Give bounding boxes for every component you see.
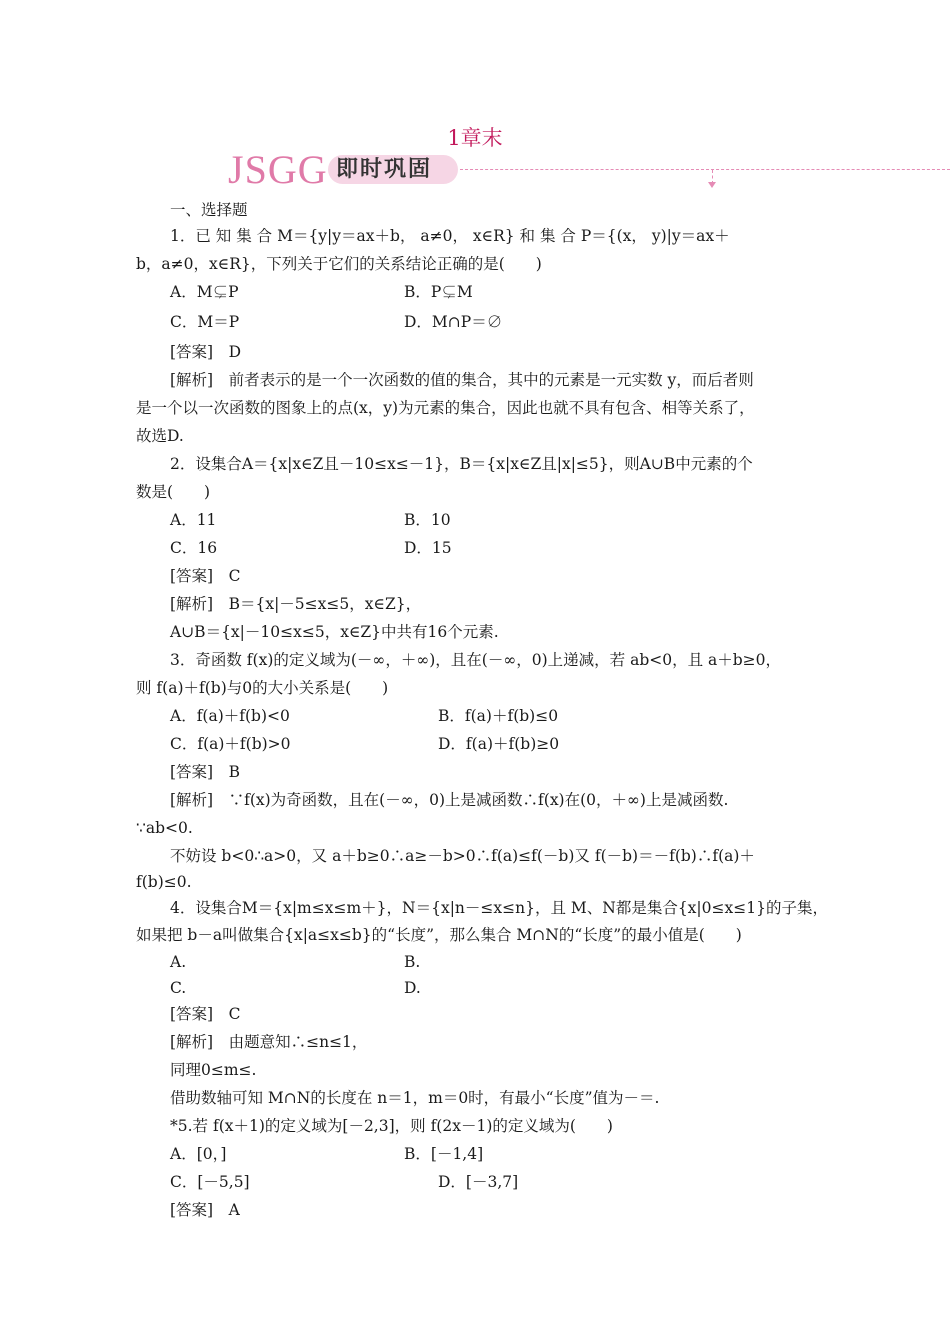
q4-answer: [答案] C bbox=[170, 1005, 241, 1023]
jsgg-logo: JSGG bbox=[228, 147, 328, 192]
q4-option-b: B. bbox=[404, 953, 421, 971]
section-heading: 一、选择题 bbox=[170, 201, 248, 219]
q1-option-a: A．M⊊P bbox=[170, 283, 239, 301]
q2-answer: [答案] C bbox=[170, 567, 241, 585]
q3-analysis-line2: ∵ab<0. bbox=[136, 819, 193, 837]
q3-option-d: D．f(a)＋f(b)≥0 bbox=[438, 735, 560, 753]
arrow-down-icon bbox=[708, 182, 716, 188]
q1-option-b: B．P⊊M bbox=[404, 283, 473, 301]
q4-option-d: D. bbox=[404, 979, 421, 997]
q5-stem: *5.若 f(x＋1)的定义域为[－2,3]，则 f(2x－1)的定义域为( ) bbox=[170, 1117, 613, 1135]
q3-option-a: A．f(a)＋f(b)<0 bbox=[170, 707, 290, 725]
q5-option-d: D．[－3,7] bbox=[438, 1173, 519, 1191]
q3-analysis-line1: [解析] ∵f(x)为奇函数，且在(－∞，0)上是减函数∴f(x)在(0，＋∞)上是减函数. bbox=[170, 791, 729, 809]
q3-option-b: B．f(a)＋f(b)≤0 bbox=[438, 707, 559, 725]
dashed-divider bbox=[460, 169, 950, 170]
q1-option-c: C．M＝P bbox=[170, 313, 240, 331]
q4-analysis-line3: 借助数轴可知 M∩N的长度在 n＝1，m＝0时，有最小“长度”值为－＝. bbox=[170, 1089, 660, 1107]
q2-analysis-line1: [解析] B＝{x|－5≤x≤5，x∈Z}， bbox=[170, 595, 422, 613]
q4-analysis-line1: [解析] 由题意知∴≤n≤1， bbox=[170, 1033, 368, 1051]
q3-analysis-line4: f(b)≤0. bbox=[136, 873, 192, 891]
q1-answer: [答案] D bbox=[170, 343, 242, 361]
q5-option-c: C．[－5,5] bbox=[170, 1173, 250, 1191]
q2-option-a: A．11 bbox=[170, 511, 217, 529]
q4-option-c: C. bbox=[170, 979, 187, 997]
q3-option-c: C．f(a)＋f(b)>0 bbox=[170, 735, 291, 753]
banner-label: 即时巩固 bbox=[336, 157, 433, 182]
q1-stem-line2: b，a≠0，x∈R}，下列关于它们的关系结论正确的是( ) bbox=[136, 255, 542, 273]
q3-answer: [答案] B bbox=[170, 763, 240, 781]
q2-stem-line1: 2．设集合A＝{x|x∈Z且－10≤x≤－1}，B＝{x|x∈Z且|x|≤5}，则A∪B中元素的个 bbox=[170, 455, 753, 473]
q5-option-a: A．[0，] bbox=[170, 1145, 227, 1163]
q4-option-a: A. bbox=[170, 953, 187, 971]
banner-pill bbox=[328, 155, 458, 184]
q3-stem-line1: 3．奇函数 f(x)的定义域为(－∞，＋∞)，且在(－∞，0)上递减，若 ab<0，且 a＋b≥0， bbox=[170, 651, 782, 669]
q5-option-b: B．[－1,4] bbox=[404, 1145, 484, 1163]
section-banner bbox=[228, 147, 728, 192]
q2-option-b: B．10 bbox=[404, 511, 451, 529]
chapter-title: 1章末 bbox=[447, 126, 503, 150]
q1-analysis-line3: 故选D. bbox=[136, 427, 184, 445]
q4-analysis-line2: 同理0≤m≤. bbox=[170, 1061, 257, 1079]
q2-option-c: C．16 bbox=[170, 539, 218, 557]
q5-answer: [答案] A bbox=[170, 1201, 240, 1219]
q3-analysis-line3: 不妨设 b<0∴a>0，又 a＋b≥0∴a≥－b>0∴f(a)≤f(－b)又 f(－b)＝－f(b)∴f(a)＋ bbox=[170, 847, 755, 865]
q2-option-d: D．15 bbox=[404, 539, 452, 557]
q1-analysis-line2: 是一个以一次函数的图象上的点(x，y)为元素的集合，因此也就不具有包含、相等关系了， bbox=[136, 399, 755, 417]
q1-stem-line1: 1．已 知 集 合 M＝{y|y＝ax＋b， a≠0， x∈R} 和 集 合 P＝{(x， y)|y＝ax＋ bbox=[170, 227, 730, 245]
q3-stem-line2: 则 f(a)＋f(b)与0的大小关系是( ) bbox=[136, 679, 389, 697]
q4-stem-line2: 如果把 b－a叫做集合{x|a≤x≤b}的“长度”，那么集合 M∩N的“长度”的最小值是( ) bbox=[136, 926, 742, 944]
q2-stem-line2: 数是( ) bbox=[136, 483, 211, 501]
q4-stem-line1: 4．设集合M＝{x|m≤x≤m＋}，N＝{x|n－≤x≤n}，且 M、N都是集合{x|0≤x≤1}的子集， bbox=[170, 899, 828, 917]
q1-analysis-line1: [解析] 前者表示的是一个一次函数的值的集合，其中的元素是一元实数 y，而后者则 bbox=[170, 371, 754, 389]
q1-option-d: D．M∩P＝∅ bbox=[404, 313, 503, 331]
q2-analysis-line2: A∪B＝{x|－10≤x≤5，x∈Z}中共有16个元素. bbox=[170, 623, 499, 641]
